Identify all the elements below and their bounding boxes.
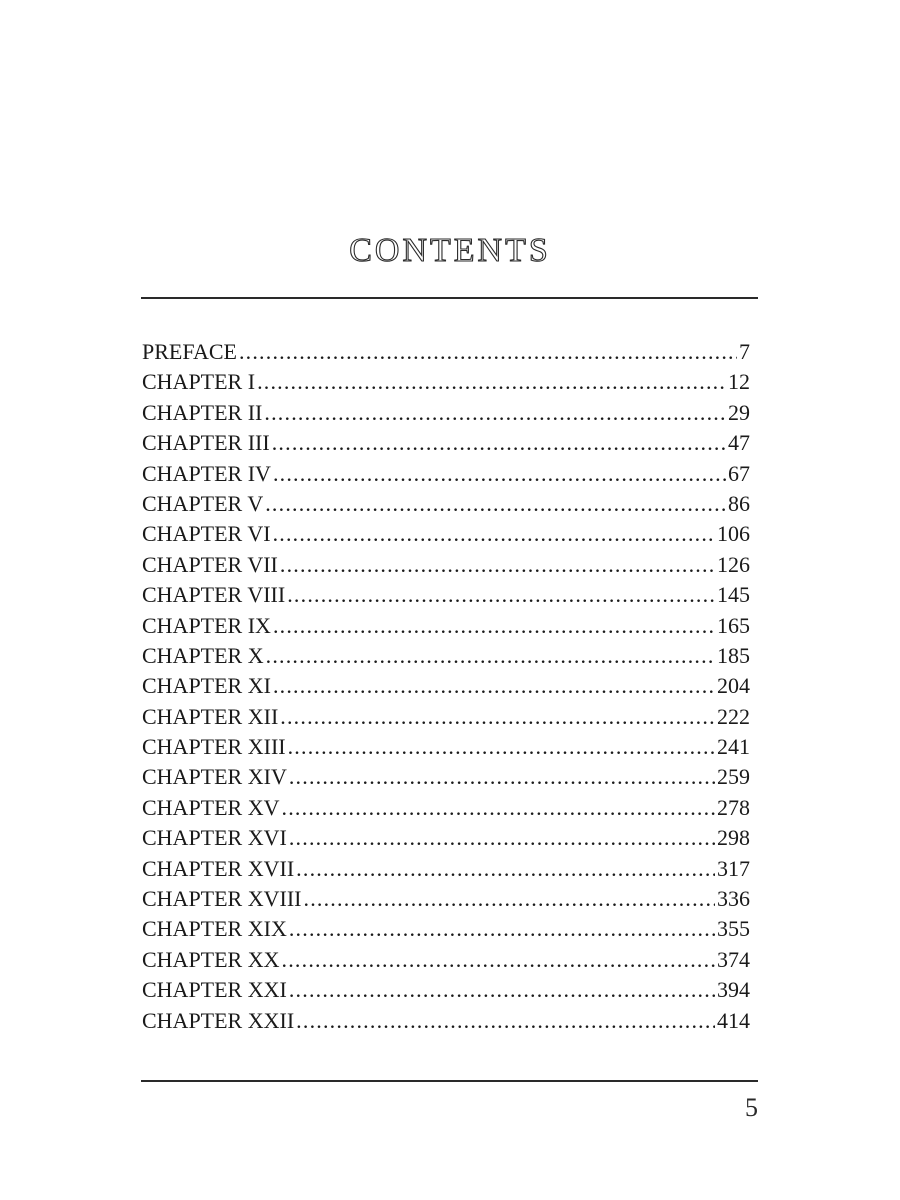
toc-entry — [142, 428, 750, 458]
toc-entry-label: CHAPTER XV — [142, 794, 280, 820]
toc-entry — [142, 793, 750, 823]
toc-entry — [142, 519, 750, 549]
bottom-divider — [141, 1080, 758, 1082]
toc-entry — [142, 1006, 750, 1036]
toc-entry — [142, 580, 750, 610]
toc-entry-page: 317 — [717, 855, 750, 881]
toc-entry — [142, 975, 750, 1005]
toc-entry-label: CHAPTER XI — [142, 673, 271, 699]
toc-entry — [142, 732, 750, 762]
toc-entry-label: CHAPTER V — [142, 490, 264, 516]
toc-entry-label: CHAPTER III — [142, 430, 270, 456]
toc-dot-leader — [273, 519, 715, 549]
toc-entry-label: CHAPTER XIX — [142, 916, 287, 942]
table-of-contents — [142, 337, 750, 1036]
toc-entry — [142, 702, 750, 732]
toc-entry-page: 86 — [728, 490, 750, 516]
toc-dot-leader — [280, 550, 715, 580]
toc-entry-label: CHAPTER VI — [142, 521, 271, 547]
toc-entry-page: 278 — [717, 794, 750, 820]
toc-entry-label: PREFACE — [142, 339, 237, 364]
toc-dot-leader — [296, 854, 715, 884]
toc-dot-leader — [272, 428, 726, 458]
toc-entry-label: CHAPTER VII — [142, 551, 278, 577]
toc-entry-label: CHAPTER XXI — [142, 977, 287, 1003]
toc-entry-label: CHAPTER X — [142, 642, 264, 668]
toc-entry — [142, 823, 750, 853]
toc-entry — [142, 398, 750, 428]
toc-dot-leader — [265, 489, 726, 519]
toc-entry-page: 126 — [717, 551, 750, 577]
toc-entry-page: 7 — [739, 339, 750, 364]
toc-entry-page: 336 — [717, 886, 750, 912]
toc-dot-leader — [264, 398, 726, 428]
toc-dot-leader — [289, 914, 715, 944]
toc-entry — [142, 337, 750, 367]
toc-entry-page: 414 — [717, 1007, 750, 1033]
toc-entry-label: CHAPTER XVIII — [142, 886, 302, 912]
toc-entry-label: CHAPTER IX — [142, 612, 271, 638]
toc-entry-page: 259 — [717, 764, 750, 790]
toc-entry — [142, 367, 750, 397]
toc-entry-page: 145 — [717, 582, 750, 608]
toc-dot-leader — [273, 611, 715, 641]
toc-entry-page: 298 — [717, 825, 750, 851]
toc-entry-label: CHAPTER VIII — [142, 582, 286, 608]
toc-dot-leader — [289, 762, 715, 792]
toc-entry-label: CHAPTER I — [142, 369, 256, 395]
toc-entry-page: 106 — [717, 521, 750, 547]
toc-entry — [142, 945, 750, 975]
toc-entry-label: CHAPTER XIV — [142, 764, 287, 790]
toc-entry-page: 241 — [717, 734, 750, 760]
toc-entry-page: 47 — [728, 430, 750, 456]
toc-dot-leader — [289, 823, 715, 853]
toc-dot-leader — [296, 1006, 715, 1036]
toc-entry — [142, 854, 750, 884]
toc-entry-page: 222 — [717, 703, 750, 729]
toc-dot-leader — [289, 975, 715, 1005]
toc-entry — [142, 914, 750, 944]
toc-entry — [142, 762, 750, 792]
toc-entry-page: 204 — [717, 673, 750, 699]
toc-dot-leader — [280, 702, 715, 732]
toc-entry-label: CHAPTER IV — [142, 460, 271, 486]
toc-dot-leader — [287, 580, 715, 610]
page-title: CONTENTS — [349, 232, 551, 269]
toc-entry — [142, 884, 750, 914]
toc-entry-label: CHAPTER XVI — [142, 825, 287, 851]
toc-entry-label: CHAPTER II — [142, 399, 263, 425]
toc-entry-label: CHAPTER XIII — [142, 734, 286, 760]
toc-entry-page: 394 — [717, 977, 750, 1003]
toc-entry-page: 67 — [728, 460, 750, 486]
toc-dot-leader — [273, 671, 715, 701]
toc-entry — [142, 489, 750, 519]
toc-entry — [142, 550, 750, 580]
toc-entry-page: 185 — [717, 642, 750, 668]
toc-dot-leader — [282, 793, 715, 823]
toc-dot-leader — [239, 337, 737, 367]
toc-entry-label: CHAPTER XVII — [142, 855, 295, 881]
toc-dot-leader — [288, 732, 715, 762]
toc-entry — [142, 671, 750, 701]
toc-dot-leader — [257, 367, 726, 397]
top-divider — [141, 297, 758, 299]
toc-entry — [142, 611, 750, 641]
toc-dot-leader — [282, 945, 715, 975]
toc-entry-label: CHAPTER XII — [142, 703, 279, 729]
toc-dot-leader — [273, 459, 726, 489]
toc-entry-label: CHAPTER XX — [142, 946, 280, 972]
toc-entry-label: CHAPTER XXII — [142, 1007, 295, 1033]
toc-entry-page: 355 — [717, 916, 750, 942]
toc-dot-leader — [266, 641, 715, 671]
toc-dot-leader — [304, 884, 716, 914]
toc-entry-page: 12 — [728, 369, 750, 395]
page-number: 5 — [745, 1093, 758, 1122]
toc-entry-page: 374 — [717, 946, 750, 972]
toc-entry — [142, 641, 750, 671]
toc-entry — [142, 459, 750, 489]
toc-entry-page: 165 — [717, 612, 750, 638]
toc-entry-page: 29 — [728, 399, 750, 425]
